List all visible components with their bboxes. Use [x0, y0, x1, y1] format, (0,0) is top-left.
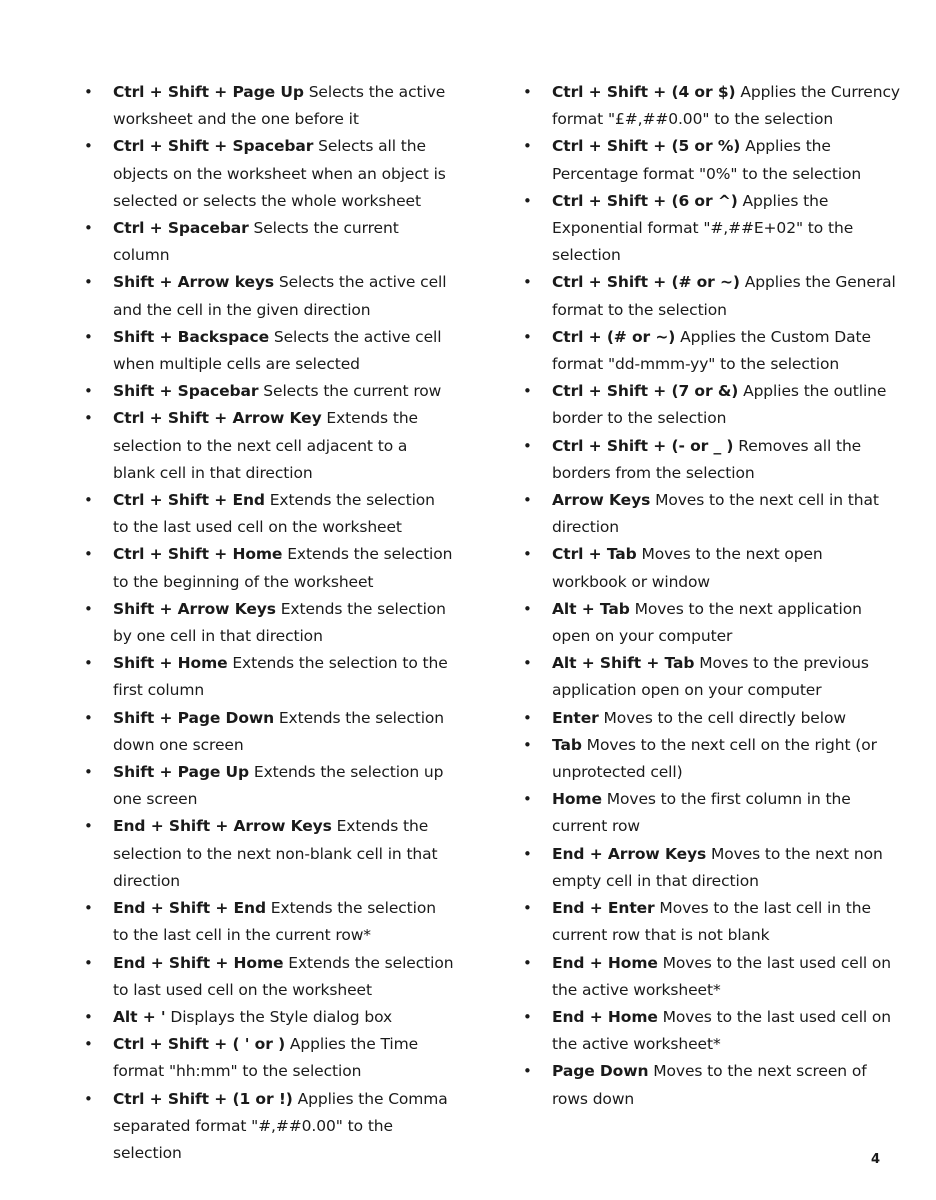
bullet-icon: •: [84, 409, 93, 428]
shortcut-keys: Ctrl + Shift + Arrow Key: [113, 409, 322, 428]
shortcut-description: Extends the selection to the beginning of the worksheet: [113, 545, 453, 591]
bullet-icon: •: [84, 599, 93, 618]
shortcut-keys: Alt + Shift + Tab: [552, 654, 695, 673]
shortcut-description: Extends the selection up one screen: [113, 763, 444, 809]
shortcut-keys: Ctrl + Spacebar: [113, 219, 249, 238]
bullet-icon: •: [84, 545, 93, 564]
shortcut-item: [523, 596, 901, 650]
shortcut-keys: Shift + Page Up: [113, 763, 250, 782]
shortcut-item: [523, 786, 901, 840]
shortcut-item: [84, 487, 454, 541]
bullet-icon: •: [84, 1035, 93, 1054]
shortcut-item: [84, 133, 454, 215]
shortcut-description: Extends the selection to the next non-blank cell in that direction: [113, 817, 438, 890]
shortcut-item: [523, 1004, 901, 1058]
shortcut-keys: End + Arrow Keys: [552, 844, 707, 863]
shortcut-description: Applies the Time format "hh:mm" to the selection: [113, 1035, 419, 1081]
shortcut-keys: Ctrl + Shift + (4 or $): [552, 83, 736, 101]
shortcut-description: Moves to the previous application open on your computer: [552, 654, 869, 700]
bullet-icon: •: [84, 83, 93, 101]
bullet-icon: •: [523, 83, 532, 101]
shortcut-description: Moves to the next cell in that direction: [552, 491, 879, 537]
bullet-icon: •: [84, 899, 93, 918]
shortcut-description: Moves to the next screen of rows down: [552, 1062, 867, 1108]
shortcut-keys: End + Home: [552, 953, 658, 972]
bullet-icon: •: [523, 436, 532, 455]
shortcut-keys: Alt + Tab: [552, 599, 630, 618]
shortcut-item: [523, 895, 901, 949]
shortcut-keys: Ctrl + Shift + (5 or %): [552, 137, 741, 156]
bullet-icon: •: [523, 545, 532, 564]
bullet-icon: •: [523, 708, 532, 727]
shortcut-description: Applies the Custom Date format "dd-mmm-yy" to the selection: [552, 327, 871, 374]
shortcut-item: [523, 79, 901, 133]
shortcut-item: [84, 1086, 454, 1168]
shortcut-item: [523, 269, 901, 323]
bullet-icon: •: [523, 273, 532, 292]
shortcut-keys: End + Enter: [552, 899, 655, 918]
shortcut-keys: Shift + Page Down: [113, 708, 275, 727]
shortcut-item: [84, 269, 454, 323]
shortcut-keys: Arrow Keys: [552, 491, 651, 510]
shortcut-keys: Shift + Home: [113, 654, 228, 673]
shortcut-keys: Ctrl + Shift + (- or _ ): [552, 436, 734, 455]
shortcut-item: [84, 79, 454, 133]
shortcut-keys: Shift + Arrow keys: [113, 273, 275, 292]
bullet-icon: •: [84, 654, 93, 673]
shortcut-keys: Ctrl + Shift + Spacebar: [113, 137, 314, 156]
shortcut-keys: Home: [552, 790, 602, 809]
shortcut-keys: Ctrl + Tab: [552, 545, 637, 564]
shortcut-description: Extends the selection to the next cell adjacent to a blank cell in that direction: [113, 409, 418, 482]
bullet-icon: •: [523, 1062, 532, 1081]
shortcut-item: [84, 215, 454, 269]
bullet-icon: •: [523, 844, 532, 863]
page-number: 4: [870, 1152, 880, 1167]
shortcut-keys: End + Shift + End: [113, 899, 266, 918]
shortcut-description: Displays the Style dialog box: [170, 1007, 393, 1026]
bullet-icon: •: [523, 327, 532, 346]
shortcut-keys: Ctrl + Shift + Home: [113, 545, 283, 564]
shortcut-item: [84, 541, 454, 595]
shortcut-item: [84, 1031, 454, 1085]
bullet-icon: •: [84, 137, 93, 156]
bullet-icon: •: [523, 191, 532, 210]
shortcut-description: Moves to the next open workbook or window: [552, 545, 823, 591]
shortcut-description: Extends the selection by one cell in that direction: [113, 599, 446, 646]
bullet-icon: •: [523, 654, 532, 673]
shortcut-keys: End + Home: [552, 1007, 658, 1026]
bullet-icon: •: [84, 953, 93, 972]
shortcut-keys: Shift + Arrow Keys: [113, 599, 276, 618]
shortcut-keys: Tab: [552, 735, 582, 754]
shortcut-item: [84, 596, 454, 650]
shortcut-item: [84, 378, 454, 405]
shortcut-item: [84, 705, 454, 759]
shortcut-keys: Page Down: [552, 1062, 649, 1081]
shortcut-item: [523, 133, 901, 187]
bullet-icon: •: [523, 735, 532, 754]
bullet-icon: •: [84, 219, 93, 238]
shortcut-description: Extends the selection to last used cell on the worksheet: [113, 953, 454, 999]
shortcut-item: [523, 433, 901, 487]
shortcut-item: [84, 950, 454, 1004]
bullet-icon: •: [84, 1007, 93, 1026]
shortcut-keys: Alt + ': [113, 1007, 166, 1026]
shortcut-item: [523, 188, 901, 270]
shortcut-keys: Ctrl + Shift + Page Up: [113, 83, 304, 101]
bullet-icon: •: [84, 1089, 93, 1108]
shortcut-item: [523, 650, 901, 704]
shortcut-item: [523, 541, 901, 595]
shortcut-item: [84, 650, 454, 704]
bullet-icon: •: [523, 1007, 532, 1026]
shortcut-keys: Shift + Spacebar: [113, 382, 259, 401]
shortcut-description: Extends the selection to the last cell in the current row*: [113, 899, 436, 945]
shortcut-item: [523, 705, 901, 732]
shortcut-keys: Ctrl + Shift + End: [113, 491, 265, 510]
shortcut-description: Applies the Currency format "£#,##0.00" to the selection: [552, 83, 900, 129]
shortcut-description: Extends the selection to the first column: [113, 654, 448, 700]
shortcut-description: Extends the selection down one screen: [113, 708, 445, 754]
shortcut-keys: End + Shift + Home: [113, 953, 284, 972]
bullet-icon: •: [84, 327, 93, 346]
bullet-icon: •: [523, 137, 532, 156]
shortcut-description: Selects the active cell when multiple cells are selected: [113, 327, 442, 374]
shortcut-description: Moves to the last used cell on the active worksheet*: [552, 953, 892, 999]
shortcut-description: Applies the Exponential format "#,##E+02" to the selection: [552, 191, 854, 265]
shortcut-item: [523, 378, 901, 432]
shortcut-item: [84, 1004, 454, 1031]
bullet-icon: •: [84, 273, 93, 292]
shortcut-item: [523, 487, 901, 541]
bullet-icon: •: [523, 382, 532, 401]
shortcut-description: Selects the active cell and the cell in the given direction: [113, 273, 447, 319]
shortcut-description: Moves to the first column in the current row: [552, 790, 851, 836]
shortcut-description: Applies the outline border to the selection: [552, 382, 887, 428]
shortcut-item: [84, 895, 454, 949]
bullet-icon: •: [84, 382, 93, 401]
shortcut-description: Moves to the cell directly below: [603, 708, 846, 727]
shortcut-description: Moves to the next non empty cell in that direction: [552, 844, 883, 890]
shortcut-description: Selects the current row: [263, 382, 442, 401]
shortcut-description: Moves to the last used cell on the active worksheet*: [552, 1007, 892, 1054]
shortcut-description: Applies the General format to the selection: [552, 273, 896, 319]
shortcut-description: Selects the active worksheet and the one before it: [113, 83, 446, 129]
shortcut-item: [84, 405, 454, 487]
bullet-icon: •: [523, 790, 532, 809]
bullet-icon: •: [84, 817, 93, 836]
shortcut-item: [84, 813, 454, 895]
shortcut-description: Applies the Comma separated format "#,##0.00" to the selection: [113, 1089, 448, 1162]
shortcut-description: Moves to the last cell in the current row that is not blank: [552, 899, 871, 945]
shortcut-keys: Ctrl + Shift + (6 or ^): [552, 191, 738, 210]
shortcut-item: [84, 759, 454, 813]
shortcut-keys: Shift + Backspace: [113, 327, 269, 346]
shortcut-keys: Ctrl + Shift + (# or ~): [552, 273, 740, 292]
shortcut-description: Extends the selection to the last used cell on the worksheet: [113, 491, 435, 537]
shortcut-description: Selects all the objects on the worksheet when an object is selected or selects the whole worksheet: [113, 137, 446, 210]
shortcut-item: [523, 841, 901, 895]
shortcut-item: [84, 324, 454, 378]
shortcut-description: Moves to the next cell on the right (or unprotected cell): [552, 735, 877, 782]
bullet-icon: •: [523, 899, 532, 918]
bullet-icon: •: [84, 763, 93, 782]
bullet-icon: •: [523, 953, 532, 972]
bullet-icon: •: [84, 491, 93, 510]
shortcut-description: Selects the current column: [113, 219, 399, 265]
shortcut-keys: Ctrl + (# or ~): [552, 327, 676, 346]
shortcut-item: [523, 950, 901, 1004]
shortcut-keys: Ctrl + Shift + ( ' or ): [113, 1035, 286, 1054]
bullet-icon: •: [523, 491, 532, 510]
shortcut-list-left: [84, 79, 454, 1167]
shortcut-item: [523, 324, 901, 378]
bullet-icon: •: [523, 599, 532, 618]
shortcut-keys: Ctrl + Shift + (1 or !): [113, 1089, 293, 1108]
shortcut-keys: Ctrl + Shift + (7 or &): [552, 382, 739, 401]
shortcut-description: Moves to the next application open on your computer: [552, 599, 862, 646]
shortcut-keys: End + Shift + Arrow Keys: [113, 817, 332, 836]
shortcut-list-right: [523, 79, 901, 1113]
shortcut-keys: Enter: [552, 708, 599, 727]
bullet-icon: •: [84, 708, 93, 727]
shortcut-item: [523, 732, 901, 786]
shortcut-description: Applies the Percentage format "0%" to the selection: [552, 137, 862, 183]
shortcut-item: [523, 1058, 901, 1112]
shortcut-description: Removes all the borders from the selection: [552, 436, 862, 482]
